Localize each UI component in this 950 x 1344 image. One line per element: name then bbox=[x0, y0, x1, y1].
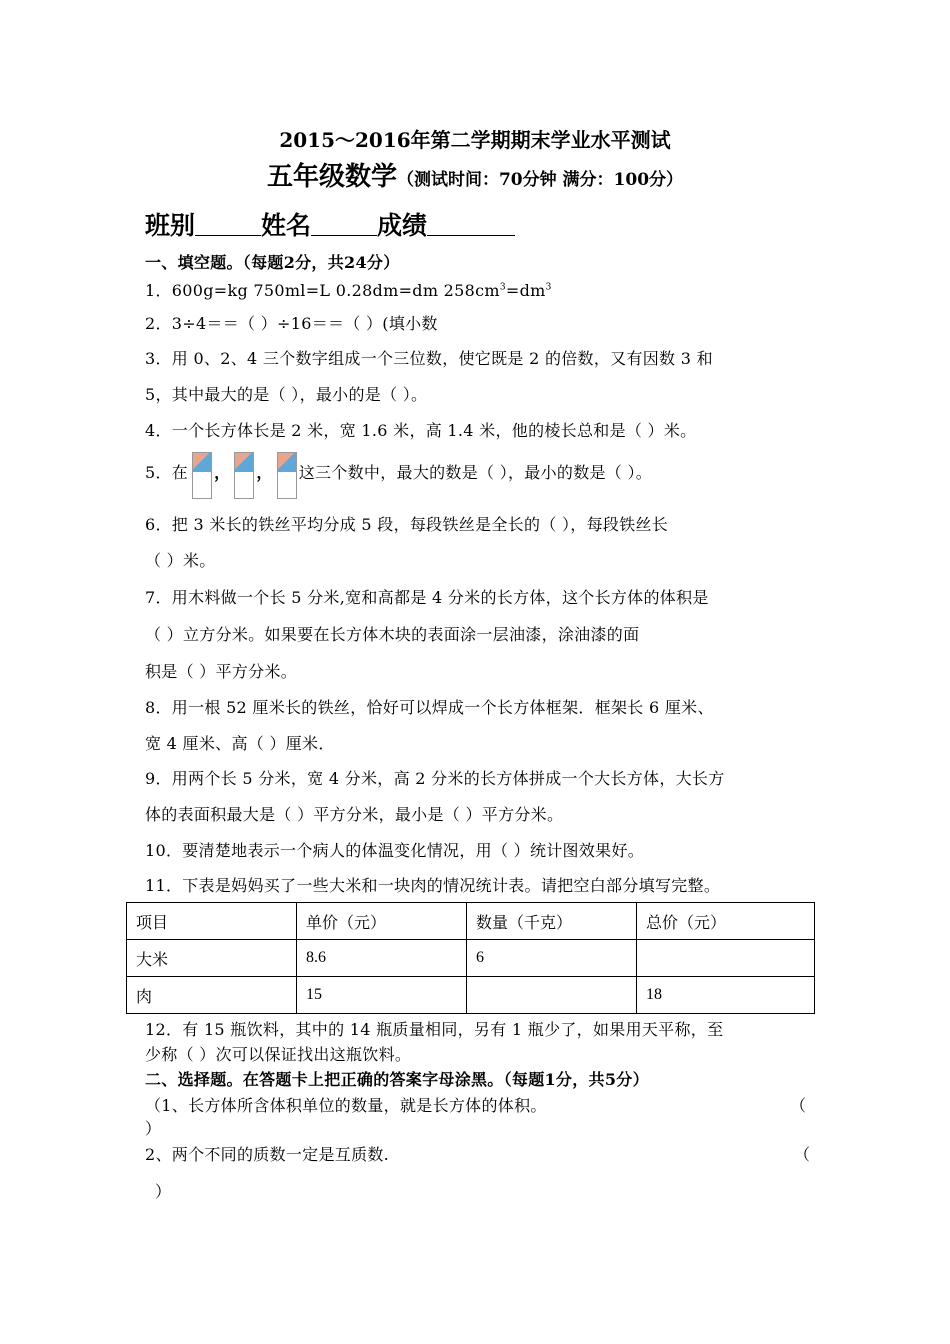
question-9-line1: 9．用两个长 5 分米，宽 4 分米，高 2 分米的长方体拼成一个大长方体，大长方 bbox=[145, 769, 725, 788]
answer-paren-close-2: ） bbox=[155, 1182, 172, 1201]
question-8-line2: 宽 4 厘米、高（ ）厘米． bbox=[145, 734, 335, 753]
table-header-cell: 项目 bbox=[127, 903, 297, 940]
table-row bbox=[127, 977, 815, 1014]
class-label: 班别 bbox=[145, 211, 196, 240]
question-3-line2: 5，其中最大的是（ ），最小的是（ ）。 bbox=[145, 385, 428, 404]
question-6-line2: （ ）米。 bbox=[145, 551, 216, 570]
table-header-cell: 数量（千克） bbox=[467, 903, 637, 940]
question-5 bbox=[145, 452, 652, 498]
question-7-line3: 积是（ ）平方分米。 bbox=[145, 662, 298, 681]
purchase-stats-table bbox=[126, 902, 815, 1014]
broken-image-icon bbox=[277, 452, 297, 472]
name-blank bbox=[311, 207, 377, 236]
question-10: 10．要清楚地表示一个病人的体温变化情况，用（ ）统计图效果好。 bbox=[145, 841, 645, 860]
question-2: 2．3÷4＝＝（ ）÷16＝＝（ ）(填小数 bbox=[145, 314, 438, 333]
section1-heading: 一、填空题。（每题2分，共24分） bbox=[145, 253, 400, 272]
class-blank bbox=[195, 207, 261, 236]
score-blank bbox=[427, 207, 515, 236]
answer-paren-open-1: （ bbox=[790, 1096, 807, 1115]
section2-heading: 二、选择题。在答题卡上把正确的答案字母涂黑。（每题1分，共5分） bbox=[145, 1070, 649, 1089]
fraction-image-2 bbox=[232, 452, 254, 498]
fraction-image-3 bbox=[275, 452, 297, 498]
table-cell: 肉 bbox=[127, 977, 297, 1014]
table-row bbox=[127, 940, 815, 977]
score-label: 成绩 bbox=[377, 211, 428, 240]
table-cell: 6 bbox=[467, 940, 637, 977]
question-11: 11．下表是妈妈买了一些大米和一块肉的情况统计表。请把空白部分填写完整。 bbox=[145, 876, 721, 895]
subject-name: 五年级数学 bbox=[266, 162, 397, 192]
question-9-line2: 体的表面积最大是（ ）平方分米，最小是（ ）平方分米。 bbox=[145, 805, 564, 824]
table-cell: 18 bbox=[637, 977, 815, 1014]
answer-paren-close-1: ） bbox=[145, 1119, 162, 1138]
question-12-line1: 12．有 15 瓶饮料，其中的 14 瓶质量相同，另有 1 瓶少了，如果用天平称，至 bbox=[145, 1020, 724, 1039]
question-3-line1: 3．用 0、2、4 三个数字组成一个三位数，使它既是 2 的倍数，又有因数 3 和 bbox=[145, 349, 713, 368]
q1-sup2: 3 bbox=[545, 282, 552, 293]
table-header-cell: 总价（元） bbox=[637, 903, 815, 940]
test-time-info: （测试时间：70分钟 满分：100分） bbox=[396, 170, 684, 190]
question-12-line2: 少称（ ）次可以保证找出这瓶饮料。 bbox=[145, 1045, 412, 1064]
choice-question-2: 2、两个不同的质数一定是互质数. bbox=[145, 1145, 390, 1164]
subject-title bbox=[0, 156, 950, 193]
question-7-line2: （ ）立方分米。如果要在长方体木块的表面涂一层油漆，涂油漆的面 bbox=[145, 625, 640, 644]
answer-paren-open-2: （ bbox=[794, 1145, 811, 1164]
student-info-line bbox=[145, 206, 515, 242]
broken-image-icon bbox=[192, 452, 212, 472]
q1-mid: =dm bbox=[505, 281, 546, 300]
exam-title: 2015～2016年第二学期期末学业水平测试 bbox=[279, 128, 671, 152]
table-cell bbox=[467, 977, 637, 1014]
table-cell: 8.6 bbox=[297, 940, 467, 977]
table-cell: 15 bbox=[297, 977, 467, 1014]
broken-image-icon bbox=[234, 452, 254, 472]
question-4: 4．一个长方体长是 2 米，宽 1.6 米，高 1.4 米，他的棱长总和是（ ）米。 bbox=[145, 421, 697, 440]
q1-text: 1．600g=kg 750ml=L 0.28dm=dm 258cm bbox=[145, 281, 500, 300]
q5-prefix: 5．在 bbox=[145, 463, 189, 482]
table-header-row bbox=[127, 903, 815, 940]
table-header-cell: 单价（元） bbox=[297, 903, 467, 940]
q5-suffix: 这三个数中，最大的数是（ ），最小的数是（ ）。 bbox=[298, 463, 653, 482]
fraction-image-1 bbox=[190, 452, 212, 498]
table-cell bbox=[637, 940, 815, 977]
q5-comma-2: ， bbox=[256, 463, 273, 482]
name-label: 姓名 bbox=[261, 211, 312, 240]
choice-question-1: （1、长方体所含体积单位的数量，就是长方体的体积。 bbox=[145, 1096, 547, 1115]
q1-sup: 3 bbox=[499, 282, 506, 293]
question-1 bbox=[145, 278, 552, 301]
question-7-line1: 7．用木料做一个长 5 分米,宽和高都是 4 分米的长方体，这个长方体的体积是 bbox=[145, 588, 709, 607]
q5-comma-1: ， bbox=[214, 463, 231, 482]
question-6-line1: 6．把 3 米长的铁丝平均分成 5 段，每段铁丝是全长的（ ），每段铁丝长 bbox=[145, 515, 669, 534]
question-8-line1: 8．用一根 52 厘米长的铁丝，恰好可以焊成一个长方体框架．框架长 6 厘米、 bbox=[145, 698, 714, 717]
table-cell: 大米 bbox=[127, 940, 297, 977]
